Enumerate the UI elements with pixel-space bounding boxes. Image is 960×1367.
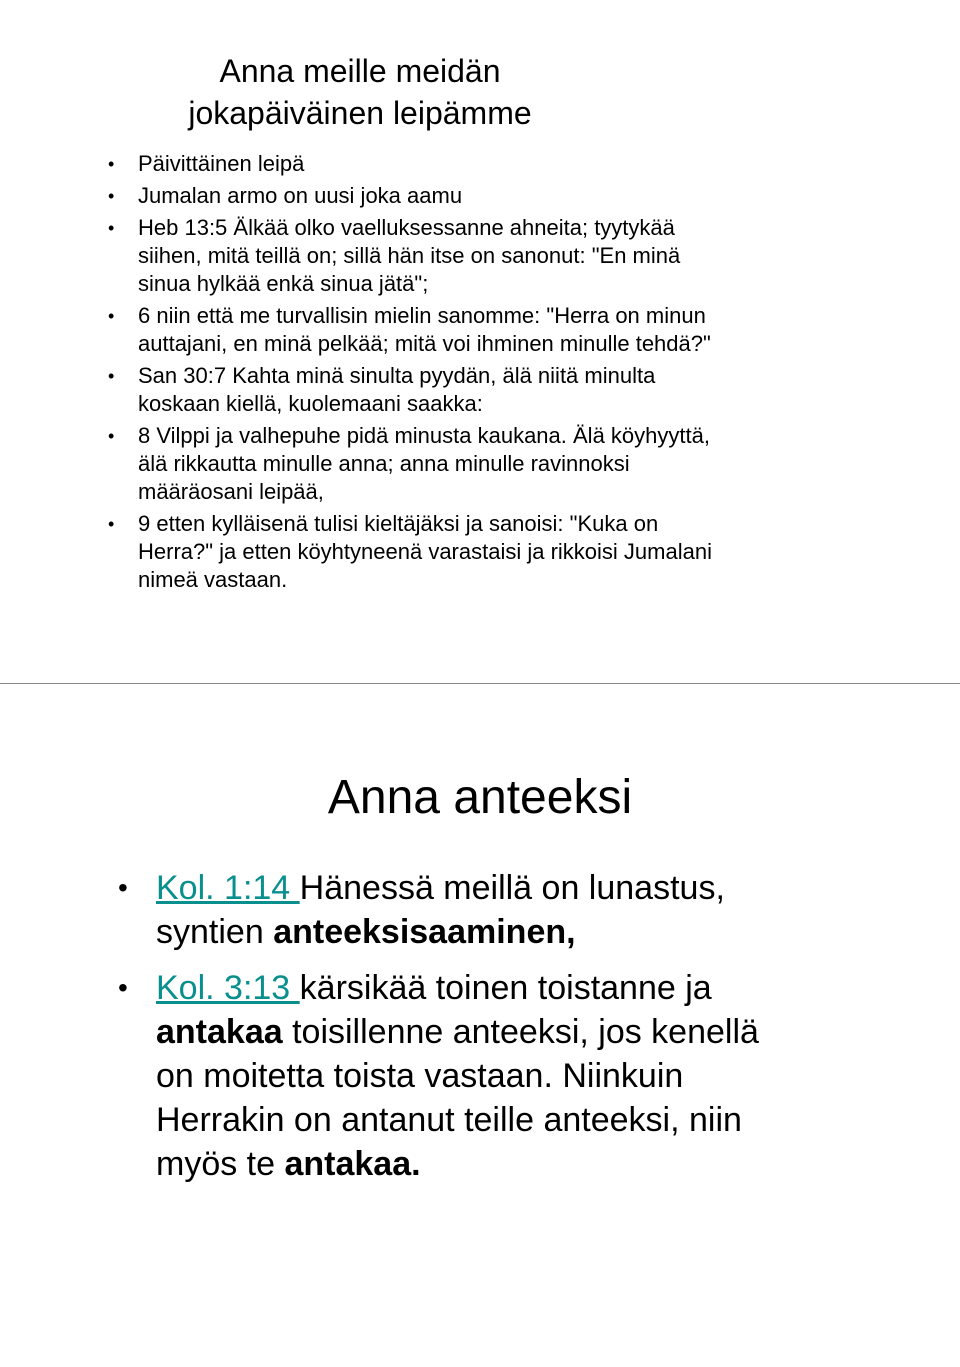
bullet-icon: • [108, 186, 115, 206]
bullet-icon: • [108, 426, 115, 446]
list-item-line: Heb 13:5 Älkää olko vaelluksessanne ahneita; tyytykää [138, 215, 675, 240]
item-2-line-4: Herrakin on antanut teille anteeksi, niin [156, 1101, 742, 1139]
slide-2-title: Anna anteeksi [327, 771, 633, 824]
item-2-text-2: toisillenne anteeksi, jos kenellä [282, 1013, 759, 1051]
bullet-icon: • [108, 514, 115, 534]
bullet-icon: • [118, 972, 128, 1003]
bullet-icon: • [108, 154, 115, 174]
list-item [108, 422, 868, 506]
bullet-icon: • [108, 306, 115, 326]
slide-1-title-line-2: jokapäiväinen leipämme [188, 95, 532, 131]
item-1-text-1: Hänessä meillä on lunastus, [299, 869, 725, 907]
list-item [108, 510, 868, 594]
list-item-line: 6 niin että me turvallisin mielin sanomme: "Herra on minun [138, 303, 706, 328]
bullet-icon: • [108, 366, 115, 386]
item-2-line-2 [156, 1010, 898, 1054]
list-item [108, 182, 868, 210]
list-item-line: 8 Vilppi ja valhepuhe pidä minusta kaukana. Älä köyhyyttä, [138, 423, 710, 448]
list-item-line: Jumalan armo on uusi joka aamu [138, 183, 463, 208]
slide-1-title [0, 50, 720, 134]
slide-2-bullet-list [118, 866, 898, 1198]
list-item-line: Herra?" ja etten köyhtyneenä varastaisi ja rikkoisi Jumalani [138, 539, 712, 564]
list-item-line: koskaan kiellä, kuolemaani saakka: [138, 391, 483, 416]
list-item-line: nimeä vastaan. [138, 567, 288, 592]
item-2-text-1: kärsikää toinen toistanne ja [299, 969, 712, 1007]
item-2-bold-1: antakaa [156, 1013, 283, 1051]
slide-2 [0, 684, 960, 1367]
slide-1-bullet-list [108, 150, 868, 598]
list-item-line: San 30:7 Kahta minä sinulta pyydän, älä niitä minulta [138, 363, 656, 388]
item-1-line-2 [156, 910, 898, 954]
list-item [118, 966, 898, 1186]
item-2-line-3: on moitetta toista vastaan. Niinkuin [156, 1057, 684, 1095]
list-item [108, 302, 868, 358]
list-item-line: auttajani, en minä pelkää; mitä voi ihminen minulle tehdä?" [138, 331, 711, 356]
list-item-line: 9 etten kylläisenä tulisi kieltäjäksi ja sanoisi: "Kuka on [138, 511, 659, 536]
list-item [108, 362, 868, 418]
list-item-line: siihen, mitä teillä on; sillä hän itse on sanonut: "En minä [138, 243, 681, 268]
bullet-icon: • [108, 218, 115, 238]
item-1-line-1 [156, 866, 898, 910]
list-item [108, 150, 868, 178]
list-item-line: määräosani leipää, [138, 479, 324, 504]
list-item-line: älä rikkautta minulle anna; anna minulle ravinnoksi [138, 451, 630, 476]
item-1-bold-1: anteeksisaaminen, [273, 913, 576, 951]
kol-3-13-link[interactable]: Kol. 3:13 [156, 969, 300, 1007]
item-2-line-5 [156, 1142, 898, 1186]
list-item [118, 866, 898, 954]
list-item-line: sinua hylkää enkä sinua jätä"; [138, 271, 429, 296]
item-1-text-2: syntien [156, 913, 274, 951]
item-2-bold-2: antakaa. [284, 1145, 421, 1183]
kol-1-14-link[interactable]: Kol. 1:14 [156, 869, 300, 907]
list-item-line: Päivittäinen leipä [138, 151, 305, 176]
slide-1-title-line-1: Anna meille meidän [219, 53, 501, 89]
item-2-line-1 [156, 966, 898, 1010]
bullet-icon: • [118, 872, 128, 903]
list-item [108, 214, 868, 298]
item-2-text-5: myös te [156, 1145, 285, 1183]
